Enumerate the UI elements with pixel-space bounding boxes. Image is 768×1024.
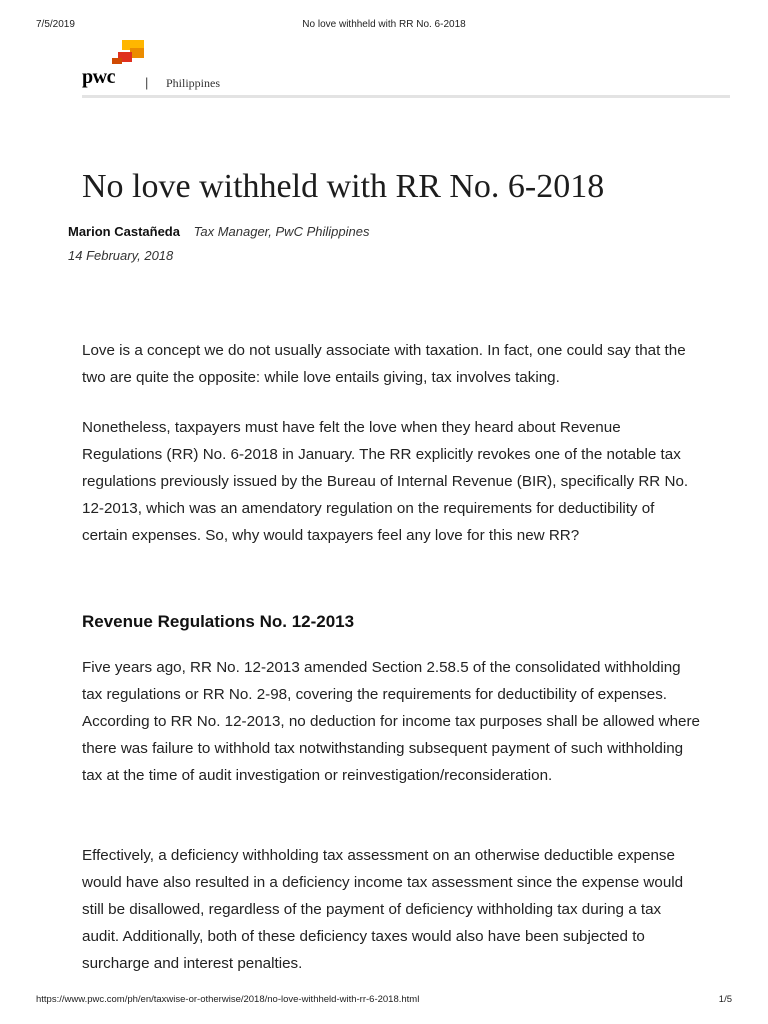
section-heading: Revenue Regulations No. 12-2013	[82, 612, 355, 631]
header-divider	[82, 95, 730, 98]
print-page-title: No love withheld with RR No. 6-2018	[302, 19, 466, 30]
author-name: Marion Castañeda	[68, 224, 180, 239]
article-title: No love withheld with RR No. 6-2018	[82, 168, 605, 205]
print-date: 7/5/2019	[36, 19, 75, 30]
print-url: https://www.pwc.com/ph/en/taxwise-or-otherwise/2018/no-love-withheld-with-rr-6-2018.html	[36, 994, 420, 1005]
logo-wordmark: pwc	[82, 66, 115, 88]
author-line	[68, 224, 369, 239]
paragraph-rr-6-2018: Nonetheless, taxpayers must have felt the love when they heard about Revenue Regulations (RR) No. 6-2018 in January. The RR explicitly revokes one of the notable tax regulations previously issued by the Bureau of Internal Revenue (BIR), specifically RR No. 12-2013, which was an amendatory regulation on the requirements for deductibility of certain expenses. So, why would taxpayers feel any love for this new RR?	[82, 419, 689, 544]
pwc-logo[interactable]	[82, 36, 149, 92]
site-header	[82, 36, 730, 96]
publish-date: 14 February, 2018	[68, 248, 174, 263]
region-link[interactable]: Philippines	[166, 76, 221, 90]
paragraph-intro: Love is a concept we do not usually associate with taxation. In fact, one could say that the two are quite the opposite: while love entails giving, tax involves taking.	[82, 342, 686, 386]
page-number: 1/5	[718, 994, 732, 1005]
logo-block-orange	[130, 48, 144, 58]
paragraph-rr-12-2013: Five years ago, RR No. 12-2013 amended Section 2.58.5 of the consolidated withholding tax regulations or RR No. 2-98, covering the requirements for deductibility of expenses. According to RR No. 12-2013, no deduction for income tax purposes shall be allowed where there was failure to withhold tax notwithstanding subsequent payment of such withholding tax at the time of audit investigation or reinvestigation/reconsideration.	[82, 659, 700, 784]
author-role: Tax Manager, PwC Philippines	[193, 224, 370, 239]
print-header	[36, 19, 732, 31]
paragraph-effect: Effectively, a deficiency withholding tax assessment on an otherwise deductible expense would have also resulted in a deficiency income tax assessment since the expense would still be disallowed, regardless of the payment of deficiency withholding tax during a tax audit. Additionally, both of these deficiency taxes would also have been subjected to surcharge and interest penalties.	[82, 847, 684, 972]
header-separator: |	[145, 75, 149, 90]
logo-block-dark-orange	[112, 58, 122, 64]
